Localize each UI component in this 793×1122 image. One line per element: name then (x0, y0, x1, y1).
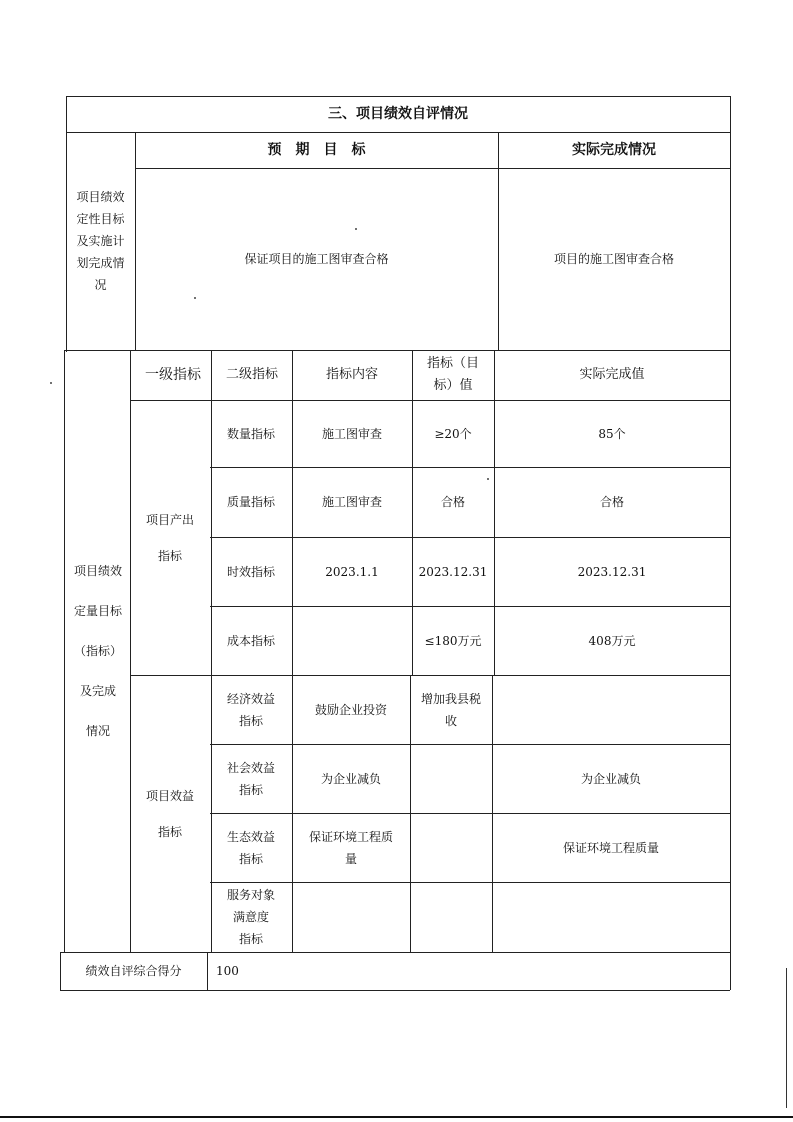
table-rule (730, 96, 731, 990)
actual-cell: 2023.12.31 (577, 564, 647, 579)
table-rule (64, 350, 730, 351)
scan-speck (487, 478, 489, 480)
scan-edge-mark (786, 968, 787, 1108)
qualitative-label-line: 定性目标 (76, 212, 125, 226)
content-cell: 施工图审查 (321, 426, 382, 441)
actual-cell (492, 882, 730, 952)
qualitative-label-line: 划完成情 (76, 256, 125, 270)
output-indicator-label (130, 400, 210, 675)
expected-goal-text: 保证项目的施工图审查合格 (244, 252, 389, 266)
table-rule (60, 952, 61, 990)
qualitative-label-line: 项目绩效 (76, 190, 125, 204)
actual-cell (492, 675, 730, 744)
target-cell (410, 882, 492, 952)
group-label-line: 指标 (157, 548, 182, 563)
table-rule (412, 350, 413, 675)
score-label: 绩效自评综合得分 (85, 964, 182, 978)
expected-goal-header: 预 期 目 标 (267, 142, 366, 158)
content-cell: 施工图审查 (321, 495, 382, 509)
content-cell (292, 882, 410, 952)
score-value: 100 (216, 964, 239, 978)
target-header-line: 指标（目 (426, 356, 479, 371)
actual-cell: 85个 (598, 426, 626, 441)
level2-cell (210, 882, 292, 952)
section-title: 三、项目绩效自评情况 (328, 106, 468, 122)
content-cell: 鼓励企业投资 (314, 702, 387, 717)
level1-header: 一级指标 (145, 367, 201, 383)
table-rule (130, 400, 730, 401)
benefit-indicator-label (130, 675, 210, 952)
target-cell (410, 744, 492, 813)
level2-line: 经济效益 (226, 691, 275, 706)
actual-cell: 为企业减负 (580, 771, 641, 786)
quantitative-label-line: （指标） (73, 644, 122, 658)
scan-speck (50, 382, 52, 384)
table-rule (210, 606, 730, 607)
table-rule (410, 675, 411, 952)
table-rule (210, 467, 730, 468)
table-rule (135, 168, 730, 169)
level2-cell (210, 675, 292, 744)
table-rule (130, 675, 730, 676)
target-cell (410, 675, 492, 744)
quantitative-label-line: 项目绩效 (73, 564, 122, 578)
page-bottom-rule (0, 1116, 793, 1118)
qualitative-row-label (66, 132, 135, 350)
table-rule (210, 744, 730, 745)
table-rule (492, 675, 493, 952)
target-cell (410, 813, 492, 882)
table-rule (135, 132, 136, 350)
target-cell: 2023.12.31 (418, 564, 488, 579)
level2-line: 指标 (238, 932, 263, 946)
target-line: 增加我县税 (420, 691, 481, 706)
level2-line: 指标 (238, 713, 263, 728)
actual-value-header: 实际完成值 (579, 367, 645, 382)
level2-cell (210, 744, 292, 813)
target-cell: ≥20个 (434, 426, 472, 441)
content-cell (292, 606, 412, 675)
level2-line: 生态效益 (226, 829, 275, 844)
quantitative-label-line: 定量目标 (73, 604, 122, 618)
table-rule (498, 132, 499, 350)
table-rule (494, 350, 495, 675)
content-cell: 2023.1.1 (325, 564, 379, 579)
table-rule (207, 952, 208, 990)
level2-line: 指标 (238, 851, 263, 866)
table-rule (66, 96, 67, 352)
table-rule (60, 952, 730, 953)
level2-header: 二级指标 (225, 367, 278, 382)
table-rule (66, 96, 730, 97)
level2-cell: 质量指标 (226, 495, 275, 509)
actual-cell: 408万元 (588, 633, 636, 648)
table-rule (64, 350, 65, 952)
level2-cell: 数量指标 (226, 426, 275, 441)
table-rule (66, 132, 730, 133)
level2-line: 服务对象 (226, 888, 275, 902)
scan-speck (194, 297, 196, 299)
table-rule (210, 537, 730, 538)
group-label-line: 项目产出 (145, 512, 194, 527)
table-rule (210, 882, 730, 883)
qualitative-label-line: 及实施计 (76, 234, 125, 248)
actual-completion-header: 实际完成情况 (572, 142, 656, 158)
table-rule (210, 813, 730, 814)
scan-speck (355, 228, 357, 230)
group-label-line: 指标 (157, 824, 182, 839)
quantitative-label-line: 情况 (85, 724, 110, 738)
target-line: 收 (444, 713, 457, 728)
level2-line: 指标 (238, 782, 263, 797)
qualitative-label-line: 况 (94, 278, 107, 292)
table-rule (60, 990, 730, 991)
table-rule (211, 350, 212, 952)
actual-cell: 保证环境工程质量 (562, 840, 659, 855)
content-cell: 为企业减负 (320, 771, 381, 786)
table-rule (292, 350, 293, 952)
group-label-line: 项目效益 (145, 788, 194, 803)
level2-cell (210, 813, 292, 882)
content-line: 保证环境工程质 (308, 829, 393, 844)
level2-line: 社会效益 (226, 760, 275, 775)
table-rule (130, 350, 131, 952)
target-header-line: 标）值 (433, 378, 473, 393)
level2-line: 满意度 (232, 910, 269, 924)
content-cell (292, 813, 410, 882)
actual-cell: 合格 (599, 495, 624, 509)
actual-completion-text: 项目的施工图审查合格 (553, 252, 674, 266)
quantitative-row-label (66, 350, 130, 952)
level2-cell: 时效指标 (226, 564, 275, 579)
level2-cell: 成本指标 (226, 633, 275, 648)
quantitative-label-line: 及完成 (79, 684, 116, 698)
target-cell: 合格 (440, 495, 465, 509)
target-header (412, 350, 494, 400)
content-line: 量 (344, 851, 357, 866)
content-header: 指标内容 (325, 367, 378, 382)
target-cell: ≤180万元 (424, 633, 482, 648)
